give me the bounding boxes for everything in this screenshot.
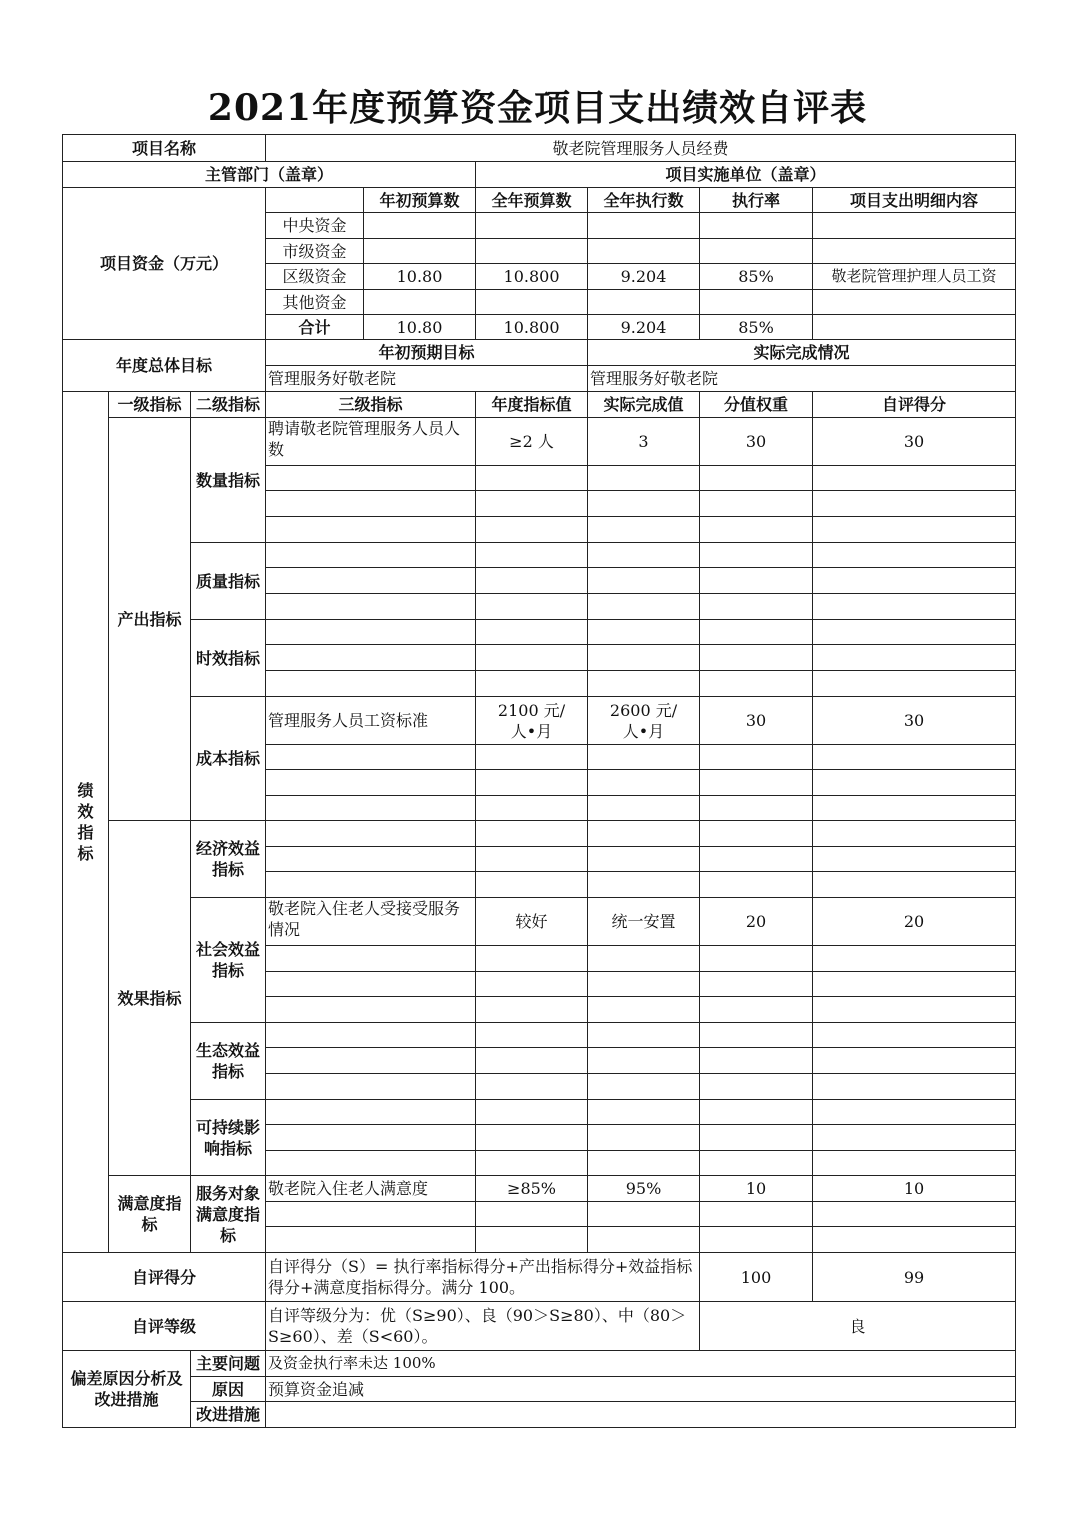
funds-cell [364,239,476,264]
social-indicator-name: 敬老院入住老人受接受服务情况 [266,898,476,946]
social-indicator-label: 社会效益指标 [191,898,266,1023]
self-score-label: 自评得分 [63,1253,266,1302]
funds-row-name: 区级资金 [266,264,364,290]
header-score: 自评得分 [813,392,1016,418]
self-grade-label: 自评等级 [63,1302,266,1351]
timeliness-indicator-label: 时效指标 [191,620,266,697]
goal-expected-value: 管理服务好敬老院 [266,366,588,392]
funds-cell: 9.204 [588,264,700,290]
social-score: 20 [813,898,1016,946]
cost-target: 2100 元/人•月 [476,697,588,745]
reason-label: 原因 [191,1377,266,1402]
funds-header-1: 年初预算数 [364,188,476,213]
reason-value: 预算资金追减 [266,1377,1016,1402]
funds-cell [813,239,1016,264]
header-target: 年度指标值 [476,392,588,418]
dept-label: 主管部门（盖章） [63,162,476,188]
funds-header-5: 项目支出明细内容 [813,188,1016,213]
goal-actual-label: 实际完成情况 [588,340,1016,366]
funds-cell: 85% [700,315,813,340]
quantity-weight: 30 [700,418,813,466]
funds-cell [700,239,813,264]
sustainable-indicator-label: 可持续影响指标 [191,1100,266,1176]
funds-cell: 敬老院管理护理人员工资 [813,264,1016,290]
satisfaction-indicator-label: 满意度指标 [109,1176,191,1253]
funds-cell [813,213,1016,239]
effect-indicator-label: 效果指标 [109,821,191,1176]
improve-label: 改进措施 [191,1402,266,1428]
self-grade-desc: 自评等级分为：优（S≥90）、良（90＞S≥80）、中（80＞S≥60）、差（S<60）。 [266,1302,700,1351]
service-target: ≥85% [476,1176,588,1202]
cost-score: 30 [813,697,1016,745]
economic-indicator-label: 经济效益指标 [191,821,266,898]
quantity-score: 30 [813,418,1016,466]
funds-cell [364,213,476,239]
main-issue-label: 主要问题 [191,1351,266,1377]
funds-cell [700,290,813,315]
cost-indicator-label: 成本指标 [191,697,266,821]
self-score-desc: 自评得分（S）= 执行率指标得分+产出指标得分+效益指标得分+满意度指标得分。满分 100。 [266,1253,700,1302]
funds-cell [588,239,700,264]
cost-weight: 30 [700,697,813,745]
funds-cell [700,213,813,239]
funds-cell [476,239,588,264]
funds-header-2: 全年预算数 [476,188,588,213]
self-score-weight: 100 [700,1253,813,1302]
self-score-value: 99 [813,1253,1016,1302]
funds-row-name: 市级资金 [266,239,364,264]
service-weight: 10 [700,1176,813,1202]
evaluation-table [62,134,1016,1428]
side-label-text: 绩效指标 [77,781,94,863]
goal-label: 年度总体目标 [63,340,266,392]
cost-indicator-name: 管理服务人员工资标准 [266,697,476,745]
quantity-indicator-name: 聘请敬老院管理服务人员人数 [266,418,476,466]
page-title: 2021年度预算资金项目支出绩效自评表 [207,87,868,129]
funds-header-4: 执行率 [700,188,813,213]
goal-expected-label: 年初预期目标 [266,340,588,366]
social-actual: 统一安置 [588,898,700,946]
funds-label: 项目资金（万元） [63,188,266,340]
funds-cell [476,290,588,315]
funds-header-blank [266,188,364,213]
funds-cell [588,290,700,315]
funds-cell: 9.204 [588,315,700,340]
funds-cell [588,213,700,239]
social-target: 较好 [476,898,588,946]
header-level1: 一级指标 [109,392,191,418]
quantity-actual: 3 [588,418,700,466]
service-actual: 95% [588,1176,700,1202]
funds-header-3: 全年执行数 [588,188,700,213]
service-score: 10 [813,1176,1016,1202]
quantity-target: ≥2 人 [476,418,588,466]
main-issue-value: 及资金执行率未达 100% [266,1351,1016,1377]
funds-cell [813,290,1016,315]
funds-cell [476,213,588,239]
funds-cell [813,315,1016,340]
improve-value [266,1402,1016,1428]
header-actual: 实际完成值 [588,392,700,418]
cost-actual: 2600 元/人•月 [588,697,700,745]
quality-indicator-label: 质量指标 [191,543,266,620]
goal-actual-value: 管理服务好敬老院 [588,366,1016,392]
social-weight: 20 [700,898,813,946]
funds-cell: 10.800 [476,315,588,340]
performance-indicators-label [63,392,109,1253]
project-name-label: 项目名称 [63,135,266,162]
service-satisfaction-label: 服务对象满意度指标 [191,1176,266,1253]
funds-row-name: 其他资金 [266,290,364,315]
funds-row-name: 中央资金 [266,213,364,239]
header-weight: 分值权重 [700,392,813,418]
service-satisfaction-name: 敬老院入住老人满意度 [266,1176,476,1202]
funds-row-total: 合计 [266,315,364,340]
funds-cell: 85% [700,264,813,290]
funds-cell: 10.80 [364,264,476,290]
self-grade-value: 良 [700,1302,1016,1351]
quantity-indicator-label: 数量指标 [191,418,266,543]
funds-cell: 10.80 [364,315,476,340]
funds-cell: 10.800 [476,264,588,290]
ecological-indicator-label: 生态效益指标 [191,1023,266,1100]
unit-label: 项目实施单位（盖章） [476,162,1016,188]
deviation-label: 偏差原因分析及改进措施 [63,1351,191,1428]
funds-cell [364,290,476,315]
output-indicator-label: 产出指标 [109,418,191,821]
header-level2: 二级指标 [191,392,266,418]
header-level3: 三级指标 [266,392,476,418]
project-name-value: 敬老院管理服务人员经费 [266,135,1016,162]
